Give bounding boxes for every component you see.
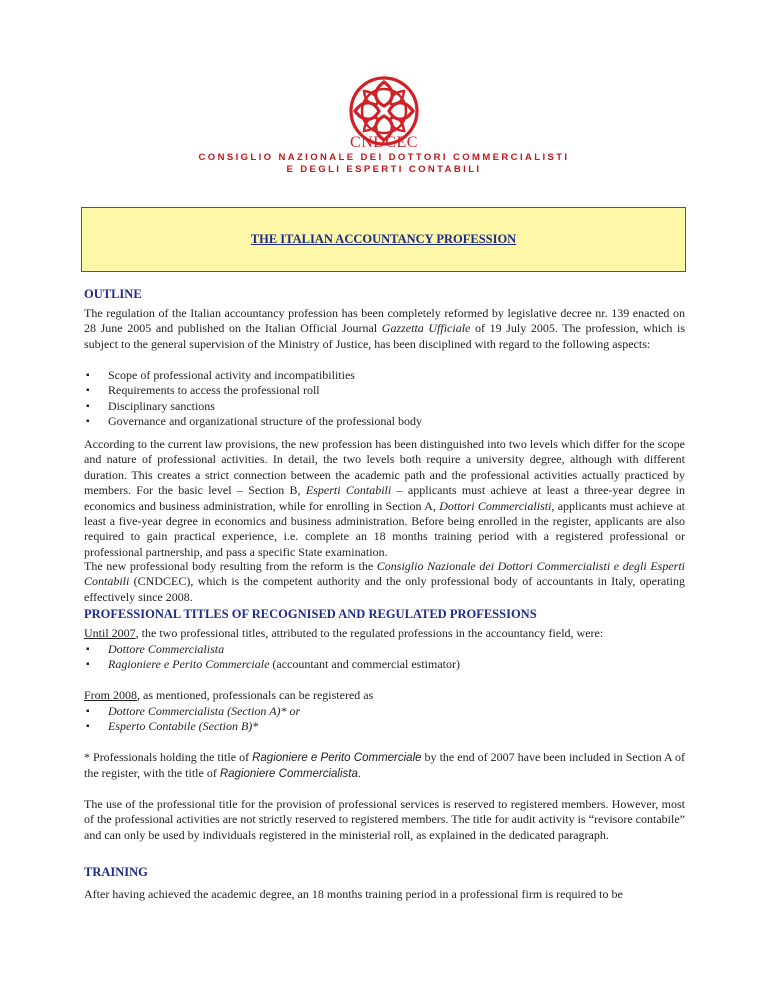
logo-wordmark: CNDCEC [350,134,418,151]
list-item: ▪ Requirements to access the professional roll [84,383,422,398]
from-2008-titles-list [84,704,300,735]
list-item: ▪ Dottore Commercialista (Section A)* or [84,704,300,719]
outline-paragraph-1: The regulation of the Italian accountancy profession has been completely reformed by legislative decree nr. 139 enacted on 28 June 2005 and published on the Italian Official Journal Gazzetta Ufficiale of 19 July 2005. The profession, which is subject to the general supervision of the Ministry of Justice, has been disciplined with regard to the following aspects: [84,306,686,351]
outline-aspects-list [84,368,422,430]
organization-name-line2: E DEGLI ESPERTI CONTABILI [286,164,482,175]
organization-name-line1: CONSIGLIO NAZIONALE DEI DOTTORI COMMERCIALISTI [198,152,570,163]
section-heading-outline: OUTLINE [84,287,142,301]
list-item: ▪ Scope of professional activity and incompatibilities [84,368,422,383]
document-title: THE ITALIAN ACCOUNTANCY PROFESSION [250,232,517,246]
until-2007-titles-list [84,642,460,673]
section-heading-training: TRAINING [84,865,148,879]
section-heading-professional-titles: PROFESSIONAL TITLES OF RECOGNISED AND REGULATED PROFESSIONS [84,607,537,621]
outline-paragraph-3: The new professional body resulting from the reform is the Consiglio Nazionale dei Dottori Commercialisti e degli Esperti Contabili (CNDCEC), which is the competent authority and the only professional body of accountants in Italy, operating effectively since 2008. [84,559,685,604]
list-item: ▪ Ragioniere e Perito Commerciale (accountant and commercial estimator) [84,657,460,672]
from-2008-paragraph: From 2008, as mentioned, professionals can be registered as [84,688,374,702]
list-item: ▪ Disciplinary sanctions [84,399,422,414]
outline-paragraph-2: According to the current law provisions, the new profession has been distinguished into two levels which differ for the scope and nature of professional activities. In detail, the two levels both require a university degree, although with different duration. This creates a strict connection between the academic path and the professional activities actually practiced by members. For the basic level – Section B, Esperti Contabili – applicants must achieve at least a three-year degree in economics and business administration, while for enrolling in Section A, Dottori Commercialisti, applicants must achieve at least a five-year degree in economics and business administration. Before being enrolled in the register, applicants are also required to gain practical experience, i.e. complete an 18 months training period with a registered professional or professional partnership, and pass a specific State examination. [84,437,685,559]
title-use-paragraph: The use of the professional title for the provision of professional services is reserved to registered members. However, most of the professional activities are not strictly reserved to registered members. The title for audit activity is “revisore contabile” and can only be used by individuals registered in the ministerial roll, as explained in the dedicated paragraph. [84,797,685,842]
document-title-box [81,207,686,272]
organization-name [0,152,768,176]
list-item: ▪ Esperto Contabile (Section B)* [84,719,300,734]
training-paragraph: After having achieved the academic degree, an 18 months training period in a professional firm is required to be [84,887,623,901]
list-item: ▪ Governance and organizational structure of the professional body [84,414,422,429]
list-item: ▪ Dottore Commercialista [84,642,460,657]
footnote-paragraph: * Professionals holding the title of Ragioniere e Perito Commerciale by the end of 2007 have been included in Section A of the register, with the title of Ragioniere Commercialista. [84,750,686,781]
until-2007-paragraph: Until 2007, the two professional titles, attributed to the regulated professions in the accountancy field, were: [84,626,604,640]
